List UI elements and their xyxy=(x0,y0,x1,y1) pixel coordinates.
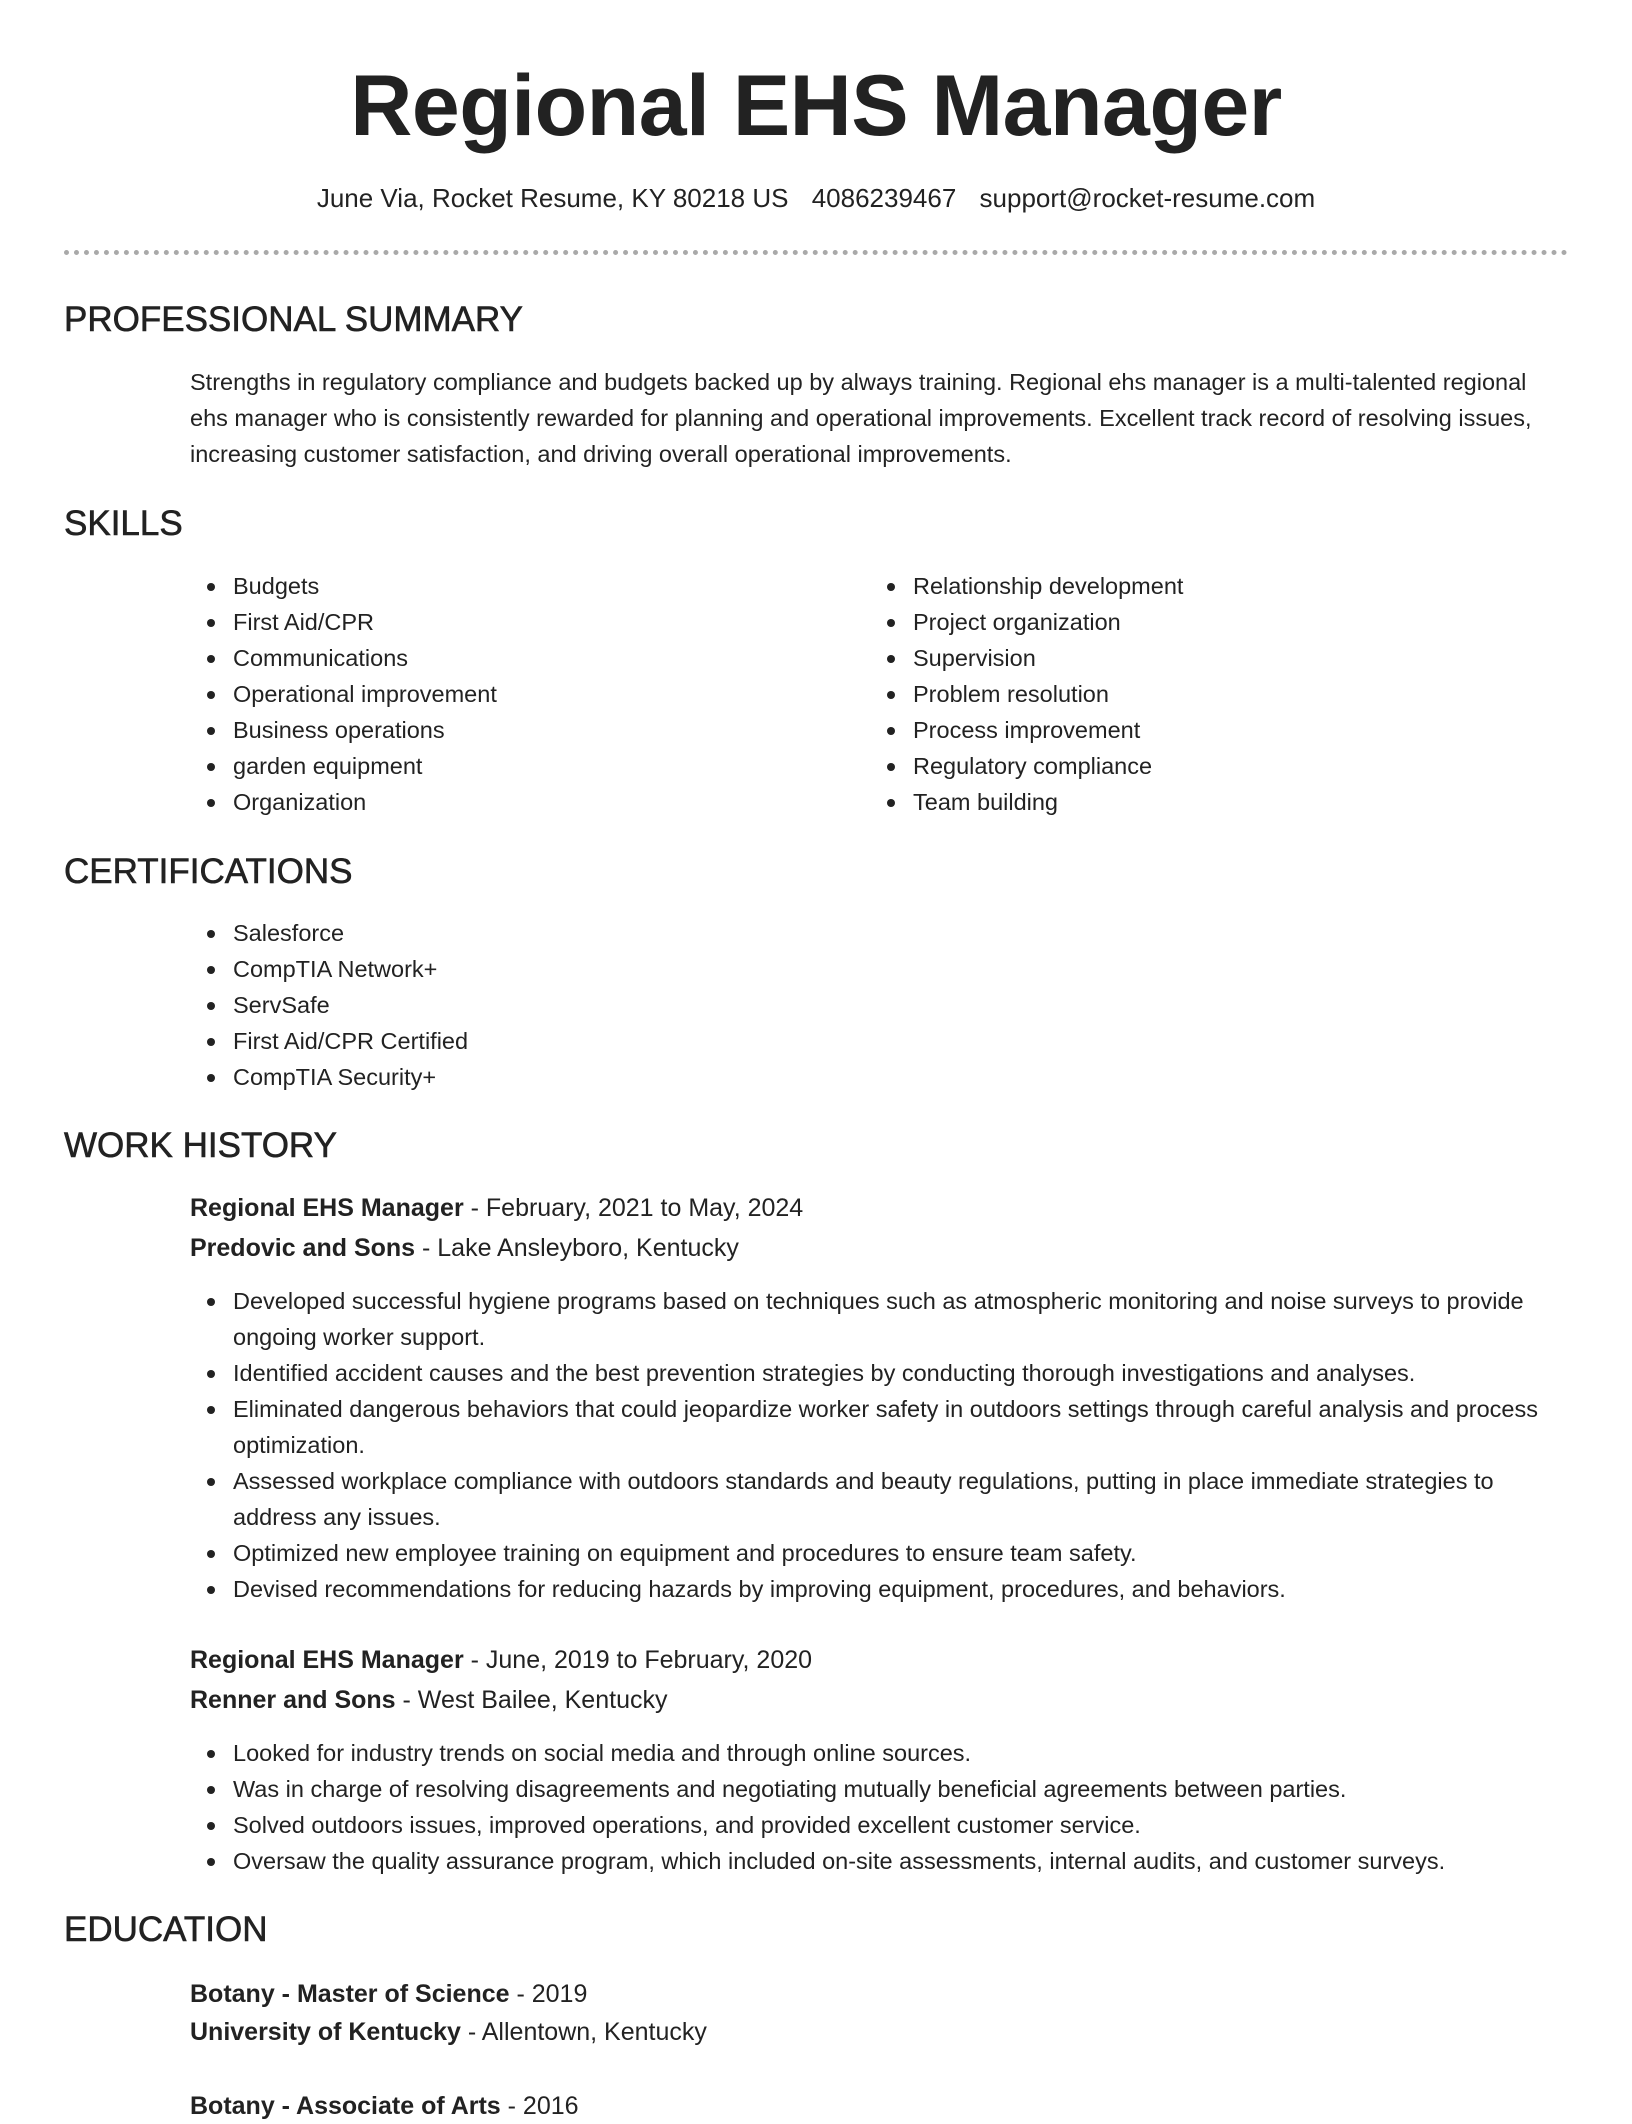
candidate-title: Regional EHS Manager xyxy=(350,58,1282,154)
work-history-heading: WORK HISTORY xyxy=(64,1126,337,1165)
list-item: Budgets xyxy=(233,568,833,604)
skills-list-left xyxy=(233,568,833,820)
list-item: First Aid/CPR xyxy=(233,604,833,640)
list-item: Project organization xyxy=(913,604,1513,640)
list-item: Relationship development xyxy=(913,568,1513,604)
job-1-bullets xyxy=(233,1283,1563,1607)
job-role: Regional EHS Manager xyxy=(190,1194,464,1222)
job-1-company-line xyxy=(190,1230,739,1266)
list-item: CompTIA Security+ xyxy=(233,1059,833,1095)
list-item: Eliminated dangerous behaviors that could jeopardize worker safety in outdoors settings through careful analysis and process optimization. xyxy=(233,1391,1563,1463)
list-item: Assessed workplace compliance with outdoors standards and beauty regulations, putting in place immediate strategies to address any issues. xyxy=(233,1463,1563,1535)
contact-phone: 4086239467 xyxy=(811,183,957,213)
list-item: Devised recommendations for reducing hazards by improving equipment, procedures, and behaviors. xyxy=(233,1571,1563,1607)
list-item: Operational improvement xyxy=(233,676,833,712)
education-1-school-line xyxy=(190,2014,707,2050)
list-item: Looked for industry trends on social media and through online sources. xyxy=(233,1735,1563,1771)
education-1-degree-line xyxy=(190,1976,587,2012)
list-item: First Aid/CPR Certified xyxy=(233,1023,833,1059)
list-item: Team building xyxy=(913,784,1513,820)
summary-text: Strengths in regulatory compliance and budgets backed up by always training. Regional ehs manager is a multi-talented regional ehs manager who is consistently rewarded for planning and operational improvements. Excellent track record of resolving issues, increasing customer satisfaction, and driving overall operational improvements. xyxy=(190,369,1532,467)
list-item: Salesforce xyxy=(233,915,833,951)
list-item: Oversaw the quality assurance program, which included on-site assessments, internal audits, and customer surveys. xyxy=(233,1843,1563,1879)
certifications-list xyxy=(233,915,833,1095)
education-school: University of Kentucky xyxy=(190,2018,461,2046)
list-item: Business operations xyxy=(233,712,833,748)
list-item: garden equipment xyxy=(233,748,833,784)
list-item: Optimized new employee training on equipment and procedures to ensure team safety. xyxy=(233,1535,1563,1571)
summary-heading: PROFESSIONAL SUMMARY xyxy=(64,300,523,339)
skills-list-right xyxy=(913,568,1513,820)
job-role: Regional EHS Manager xyxy=(190,1646,464,1674)
education-year: - 2019 xyxy=(509,1980,588,2008)
header-divider xyxy=(64,250,1568,255)
job-location: - West Bailee, Kentucky xyxy=(395,1686,668,1714)
job-company: Predovic and Sons xyxy=(190,1234,416,1262)
list-item: Process improvement xyxy=(913,712,1513,748)
education-heading: EDUCATION xyxy=(64,1910,268,1949)
job-2-title-line xyxy=(190,1642,812,1678)
list-item: Organization xyxy=(233,784,833,820)
education-2-degree-line xyxy=(190,2088,579,2124)
contact-email: support@rocket-resume.com xyxy=(979,183,1316,213)
job-location: - Lake Ansleyboro, Kentucky xyxy=(415,1234,739,1262)
education-year: - 2016 xyxy=(500,2092,579,2120)
list-item: ServSafe xyxy=(233,987,833,1023)
education-degree: Botany - Master of Science xyxy=(190,1980,510,2008)
job-dates: - June, 2019 to February, 2020 xyxy=(463,1646,813,1674)
list-item: Problem resolution xyxy=(913,676,1513,712)
list-item: Solved outdoors issues, improved operations, and provided excellent customer service. xyxy=(233,1807,1563,1843)
contact-line xyxy=(0,180,1632,216)
list-item: CompTIA Network+ xyxy=(233,951,833,987)
list-item: Was in charge of resolving disagreements and negotiating mutually beneficial agreements between parties. xyxy=(233,1771,1563,1807)
list-item: Communications xyxy=(233,640,833,676)
job-1-title-line xyxy=(190,1190,803,1226)
contact-address: June Via, Rocket Resume, KY 80218 US xyxy=(316,183,789,213)
skills-heading: SKILLS xyxy=(64,504,183,543)
job-2-bullets xyxy=(233,1735,1563,1879)
job-company: Renner and Sons xyxy=(190,1686,396,1714)
list-item: Identified accident causes and the best prevention strategies by conducting thorough investigations and analyses. xyxy=(233,1355,1563,1391)
list-item: Regulatory compliance xyxy=(913,748,1513,784)
job-2-company-line xyxy=(190,1682,667,1718)
list-item: Supervision xyxy=(913,640,1513,676)
education-degree: Botany - Associate of Arts xyxy=(190,2092,501,2120)
list-item: Developed successful hygiene programs based on techniques such as atmospheric monitoring and noise surveys to provide ongoing worker support. xyxy=(233,1283,1563,1355)
certifications-heading: CERTIFICATIONS xyxy=(64,852,353,891)
education-location: - Allentown, Kentucky xyxy=(460,2018,707,2046)
job-dates: - February, 2021 to May, 2024 xyxy=(463,1194,804,1222)
